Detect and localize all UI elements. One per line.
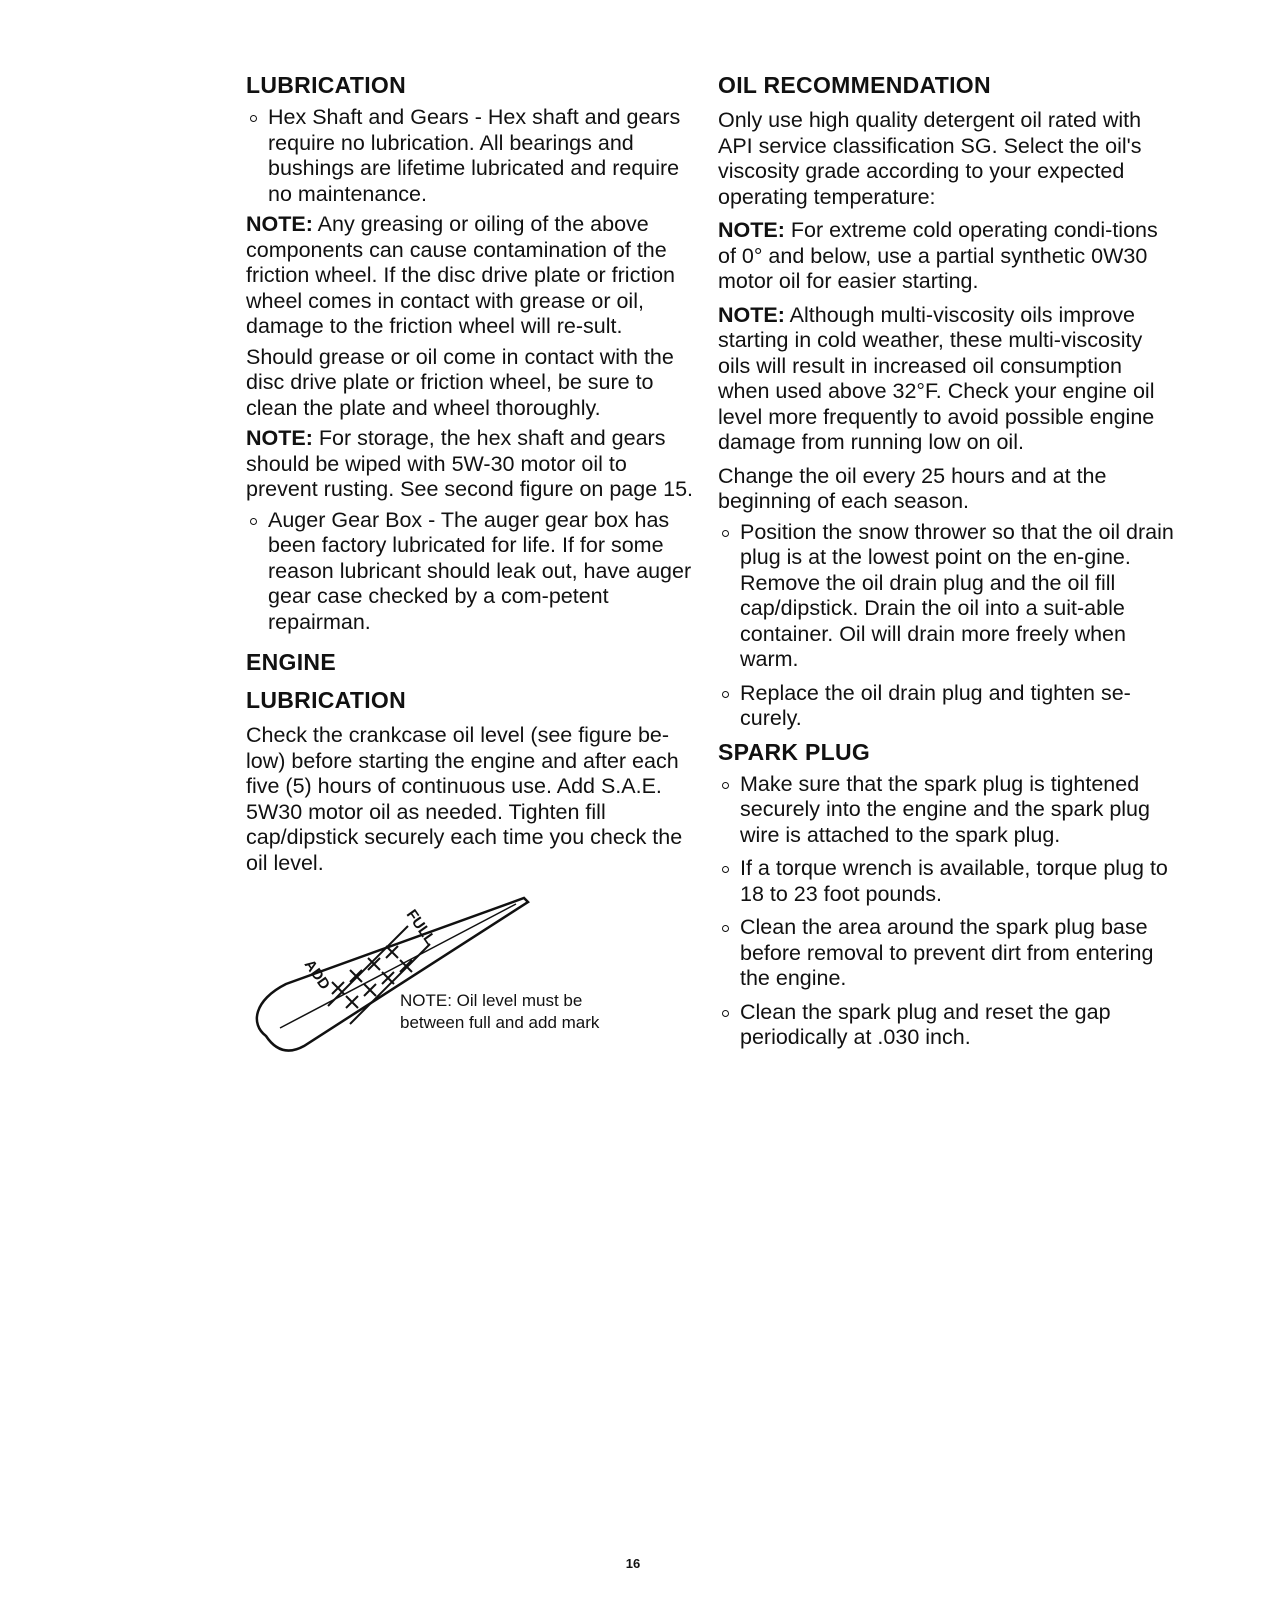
right-column (718, 70, 1174, 1051)
grease-contact-paragraph: Should grease or oil come in contact with the disc drive plate or friction wheel, be sure to clean the plate and wheel thoroughly. (246, 344, 674, 420)
note-storage (246, 426, 698, 503)
dipstick-note (400, 990, 599, 1034)
dipstick-note-line-1: NOTE: Oil level must be (400, 991, 583, 1010)
spark-plug-heading: SPARK PLUG (718, 738, 871, 765)
note-extreme-cold (718, 218, 1174, 295)
engine-heading: ENGINE (246, 649, 336, 675)
lubrication-heading: LUBRICATION (246, 72, 407, 98)
change-oil-paragraph: Change the oil every 25 hours and at the beginning of each season. (718, 463, 1107, 513)
note-greasing (246, 212, 698, 340)
oil-paragraph: Only use high quality detergent oil rated with API service classification SG. Select the oil's viscosity grade according to your expected operating temperature: (718, 108, 1142, 209)
note-label: NOTE: (246, 426, 313, 450)
hex-shaft-bullet: Hex Shaft and Gears - Hex shaft and gears require no lubrication. All bearings and bushings are lifetime lubricated and require no maintenance. (246, 105, 698, 207)
auger-gear-box-bullet: Auger Gear Box - The auger gear box has been factory lubricated for life. If for some reason lubricant should leak out, have auger gear case checked by a com-petent repairman. (246, 508, 698, 636)
note-text: Any greasing or oiling of the above components can cause contamination of the friction wheel. If the disc drive plate or friction wheel comes in contact with grease or oil, damage to the friction wheel will re-sult. (246, 212, 675, 338)
note-text: For extreme cold operating condi-tions of 0° and below, use a partial synthetic 0W30 motor oil for easier starting. (718, 218, 1158, 293)
note-multi-viscosity (718, 303, 1174, 456)
page-number: 16 (625, 1556, 641, 1571)
clean-plug-bullet: Clean the spark plug and reset the gap periodically at .030 inch. (718, 1000, 1174, 1051)
note-text: Although multi-viscosity oils improve starting in cold weather, these multi-viscosity oils will result in increased oil consumption when used above 32°F. Check your engine oil level more frequently to avoid possible engine damage from running low on oil. (718, 302, 1155, 454)
note-text: For storage, the hex shaft and gears should be wiped with 5W-30 motor oil to prevent rusting. See second figure on page 15. (246, 426, 694, 501)
note-label: NOTE: (246, 212, 313, 236)
oil-recommendation-heading: OIL RECOMMENDATION (718, 72, 991, 98)
engine-lubrication-heading: LUBRICATION (246, 687, 407, 713)
note-label: NOTE: (718, 218, 785, 242)
note-label: NOTE: (718, 302, 785, 327)
dipstick-note-line-2: between full and add mark (400, 1013, 600, 1032)
clean-area-bullet: Clean the area around the spark plug base before removal to prevent dirt from entering the engine. (718, 915, 1174, 992)
add-mark: ADD (300, 956, 334, 993)
position-bullet: Position the snow thrower so that the oil drain plug is at the lowest point on the en-gine. Remove the oil drain plug and the oil fill cap/dipstick. Drain the oil into a suit-able container. Oil will drain more freely when warm. (718, 520, 1174, 673)
spark-tightened-bullet: Make sure that the spark plug is tightened securely into the engine and the spark plug wire is attached to the spark plug. (718, 772, 1174, 849)
left-column (246, 70, 698, 1056)
torque-bullet: If a torque wrench is available, torque plug to 18 to 23 foot pounds. (718, 856, 1174, 907)
crankcase-paragraph: Check the crankcase oil level (see figure be-low) before starting the engine and after each five (5) hours of continuous use. Add S.A.E. 5W30 motor oil as needed. Tighten fill cap/dipstick securely each time you check the oil level. (246, 723, 683, 875)
dipstick-figure (246, 896, 666, 1056)
full-mark: FULL (402, 906, 439, 948)
replace-plug-bullet: Replace the oil drain plug and tighten se-curely. (718, 681, 1174, 732)
